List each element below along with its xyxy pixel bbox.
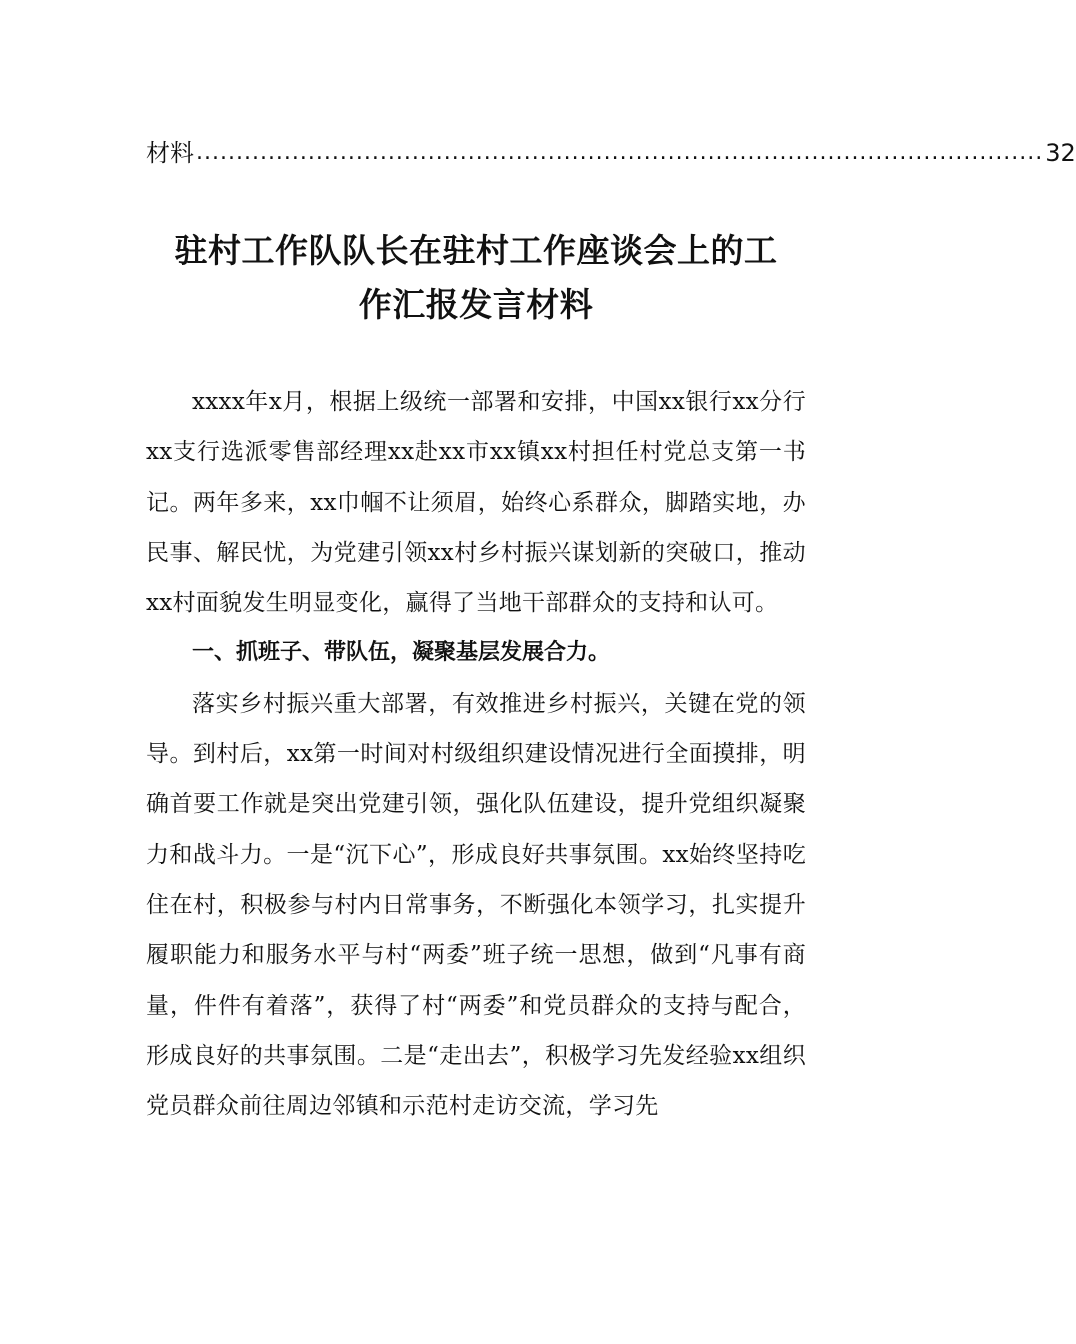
- body-paragraph-section-1: 落实乡村振兴重大部署，有效推进乡村振兴，关键在党的领导。到村后，xx第一时间对村级组织建设情况进行全面摸排，明确首要工作就是突出党建引领，强化队伍建设，提升党组织凝聚力和战斗力。一是“沉下心”，形成良好共事氛围。xx始终坚持吃住在村，积极参与村内日常事务，不断强化本领学习，扎实提升履职能力和服务水平与村“两委”班子统一思想，做到“凡事有商量，件件有着落”，获得了村“两委”和党员群众的支持与配合，形成良好的共事氛围。二是“走出去”，积极学习先发经验xx组织党员群众前往周边邻镇和示范村走访交流，学习先: [146, 690, 806, 1120]
- body-paragraph-intro: xxxx年x月，根据上级统一部署和安排，中国xx银行xx分行xx支行选派零售部经理xx赴xx市xx镇xx村担任村党总支第一书记。两年多来，xx巾帼不让须眉，始终心系群众，脚踏实地，办民事、解民忧，为党建引领xx村乡村振兴谋划新的突破口，推动xx村面貌发生明显变化，赢得了当地干部群众的支持和认可。: [146, 389, 806, 617]
- toc-entry-text: 材料: [146, 139, 194, 167]
- document-body: [146, 377, 806, 1131]
- document-title: [146, 224, 806, 332]
- document-title-line-2: 作汇报发言材料: [358, 285, 594, 324]
- toc-entry[interactable]: [146, 133, 1076, 173]
- section-heading-1: 一、抓班子、带队伍，凝聚基层发展合力。: [192, 640, 611, 666]
- document-title-line-1: 驻村工作队队长在驻村工作座谈会上的工: [174, 231, 778, 270]
- toc-page-number: 32: [1045, 139, 1076, 167]
- toc-leader-dots: ..........................................................................................................: [196, 140, 1044, 165]
